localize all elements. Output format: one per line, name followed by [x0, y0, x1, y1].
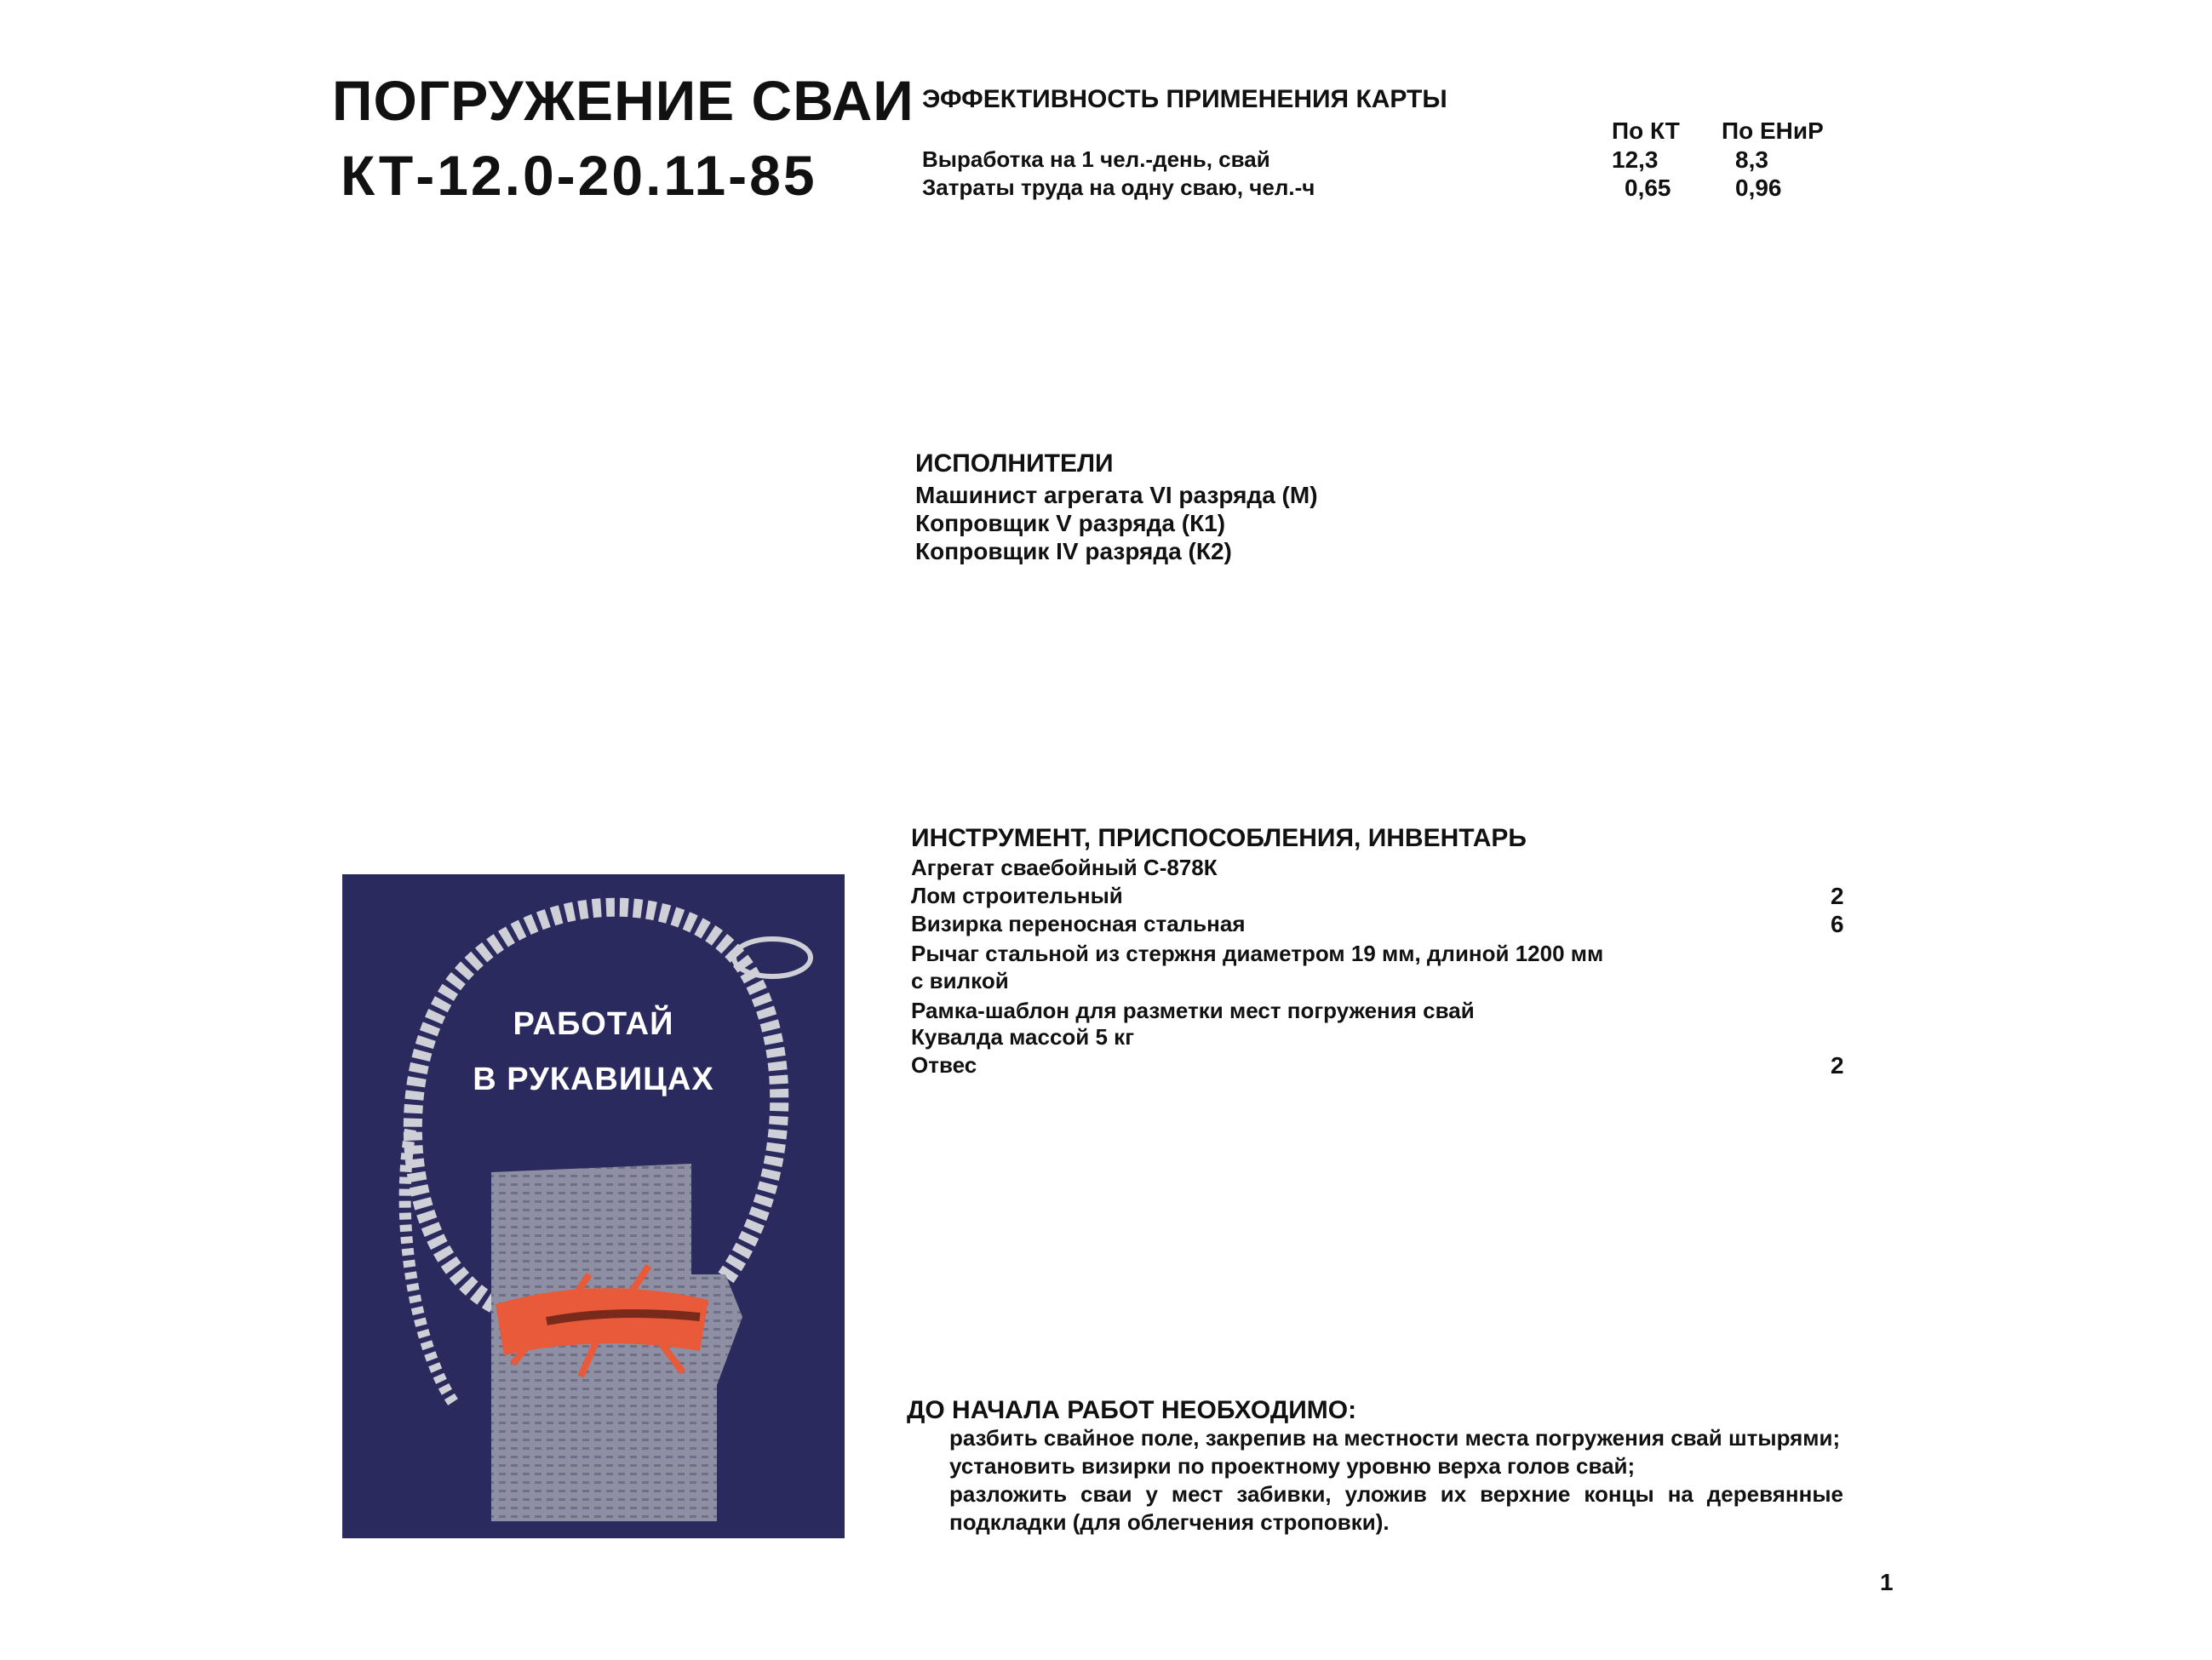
- efficiency-row-enir: 0,96: [1735, 175, 1782, 201]
- efficiency-heading: ЭФФЕКТИВНОСТЬ ПРИМЕНЕНИЯ КАРТЫ: [922, 85, 1447, 113]
- tool-quantity: 2: [1831, 1052, 1844, 1079]
- worker-item: Копровщик V разряда (К1): [915, 510, 1226, 536]
- before-work-item: установить визирки по проектному уровню верха голов свай;: [949, 1453, 1636, 1479]
- poster-slogan-line1: РАБОТАЙ: [513, 1006, 674, 1042]
- worker-item: Копровщик IV разряда (К2): [915, 538, 1232, 564]
- tool-item: Отвес: [911, 1052, 977, 1078]
- efficiency-row-label: Выработка на 1 чел.-день, свай: [922, 146, 1270, 172]
- tools-heading: ИНСТРУМЕНТ, ПРИСПОСОБЛЕНИЯ, ИНВЕНТАРЬ: [911, 824, 1527, 852]
- worker-item: Машинист агрегата VI разряда (М): [915, 482, 1318, 508]
- efficiency-row-enir: 8,3: [1735, 146, 1768, 173]
- tool-quantity: 2: [1831, 883, 1844, 909]
- document-code: КТ-12.0-20.11-85: [341, 144, 817, 207]
- tool-item: Визирка переносная стальная: [911, 911, 1246, 936]
- efficiency-row-kt: 12,3: [1612, 146, 1659, 173]
- before-work-list: [907, 1424, 1843, 1537]
- efficiency-row-kt: 0,65: [1625, 175, 1671, 201]
- workers-heading: ИСПОЛНИТЕЛИ: [915, 449, 1114, 478]
- efficiency-row-label: Затраты труда на одну сваю, чел.-ч: [922, 175, 1315, 200]
- tool-item: Рычаг стальной из стержня диаметром 19 мм, длиной 1200 мм: [911, 941, 1604, 966]
- safety-poster-illustration: [342, 874, 845, 1538]
- page-number: 1: [1880, 1569, 1894, 1595]
- tool-quantity: 6: [1831, 911, 1844, 937]
- tool-item: Рамка-шаблон для разметки мест погружения свай: [911, 998, 1475, 1023]
- before-work-item: разбить свайное поле, закрепив на местности места погружения свай штырями;: [949, 1425, 1841, 1451]
- column-header-enir: По ЕНиР: [1722, 117, 1824, 144]
- tool-item: с вилкой: [911, 968, 1009, 993]
- tool-item: Агрегат сваебойный С-878К: [911, 855, 1218, 880]
- before-work-heading: ДО НАЧАЛА РАБОТ НЕОБХОДИМО:: [907, 1396, 1357, 1424]
- tool-item: Лом строительный: [911, 883, 1123, 908]
- safety-poster: [342, 874, 845, 1538]
- tool-item: Кувалда массой 5 кг: [911, 1024, 1135, 1050]
- column-header-kt: По КТ: [1612, 117, 1680, 144]
- before-work-item: разложить сваи у мест забивки, уложив их верхние концы на деревянные подкладки (для облегчения строповки).: [949, 1481, 1843, 1535]
- document-title: ПОГРУЖЕНИЕ СВАИ: [332, 69, 914, 132]
- poster-slogan-line2: В РУКАВИЦАХ: [473, 1062, 714, 1097]
